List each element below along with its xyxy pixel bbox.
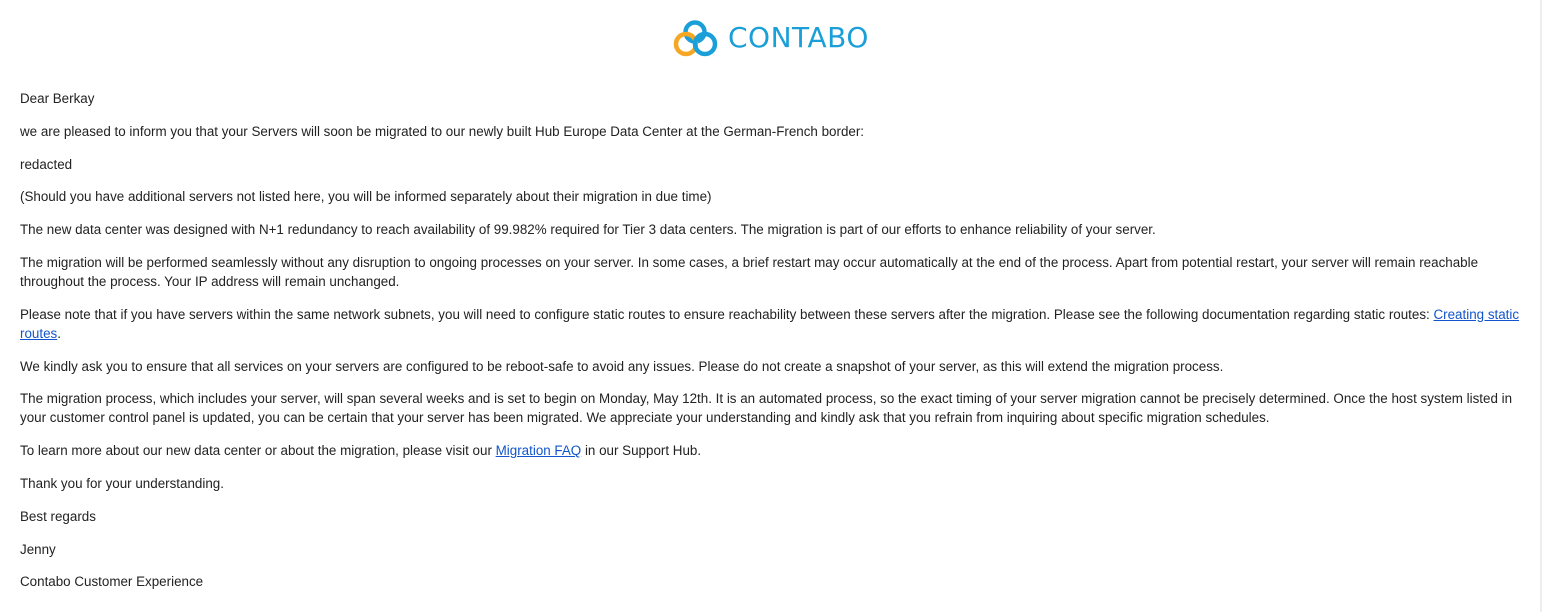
contabo-logo	[671, 17, 869, 59]
schedule-paragraph: The migration process, which includes your server, will span several weeks and is set to begin on Monday, May 12th. It is an automated process, so the exact timing of your server migration cannot be precisely determined. Once the host system listed in your customer control panel is updated, you can be certain that your server has been migrated. We appreciate your understanding and kindly ask that you refrain from inquiring about specific migration schedules.	[20, 391, 1513, 426]
subnets-paragraph	[20, 305, 1530, 343]
signature-team: Contabo Customer Experience	[20, 574, 204, 590]
server-list: redacted	[20, 156, 73, 172]
migration-faq-link[interactable]: Migration FAQ	[495, 443, 582, 459]
signature-name: Jenny	[20, 541, 56, 557]
faq-text: To learn more about our new data center or about the migration, please visit our	[20, 443, 496, 459]
faq-paragraph	[20, 441, 1530, 460]
thanks-line: Thank you for your understanding.	[20, 475, 224, 491]
greeting: Dear Berkay	[20, 91, 95, 106]
faq-end: in our Support Hub.	[581, 443, 702, 459]
intro-paragraph: we are pleased to inform you that your Servers will soon be migrated to our newly built Hub Europe Data Center at the German-French border:	[20, 123, 865, 139]
reboot-safe-paragraph: We kindly ask you to ensure that all services on your servers are configured to be reboot-safe to avoid any issues. Please do not create a snapshot of your server, as this will extend the migration process.	[20, 358, 1224, 374]
contabo-wordmark: CONTABO	[728, 21, 869, 54]
redundancy-paragraph: The new data center was designed with N+1 redundancy to reach availability of 99.982% required for Tier 3 data centers. The migration is part of our efforts to enhance reliability of your server.	[20, 222, 1156, 238]
contabo-cloud-icon	[671, 17, 721, 59]
seamless-paragraph: The migration will be performed seamlessly without any disruption to ongoing processes on your server. In some cases, a brief restart may occur automatically at the end of the process. Apart from potential restart, your server will remain reachable throughout the process. Your IP address will remain unchanged.	[20, 254, 1479, 289]
creating-static-routes-link[interactable]: Creating static routes	[20, 306, 1520, 341]
additional-servers-note: (Should you have additional servers not listed here, you will be informed separately about their migration in due time)	[20, 189, 712, 205]
closing-line: Best regards	[20, 508, 96, 524]
subnets-end: .	[57, 325, 61, 341]
email-body	[20, 89, 1530, 605]
subnets-text: Please note that if you have servers within the same network subnets, you will need to configure static routes to ensure reachability between these servers after the migration. Please see the following documentation regarding static routes:	[20, 306, 1434, 322]
